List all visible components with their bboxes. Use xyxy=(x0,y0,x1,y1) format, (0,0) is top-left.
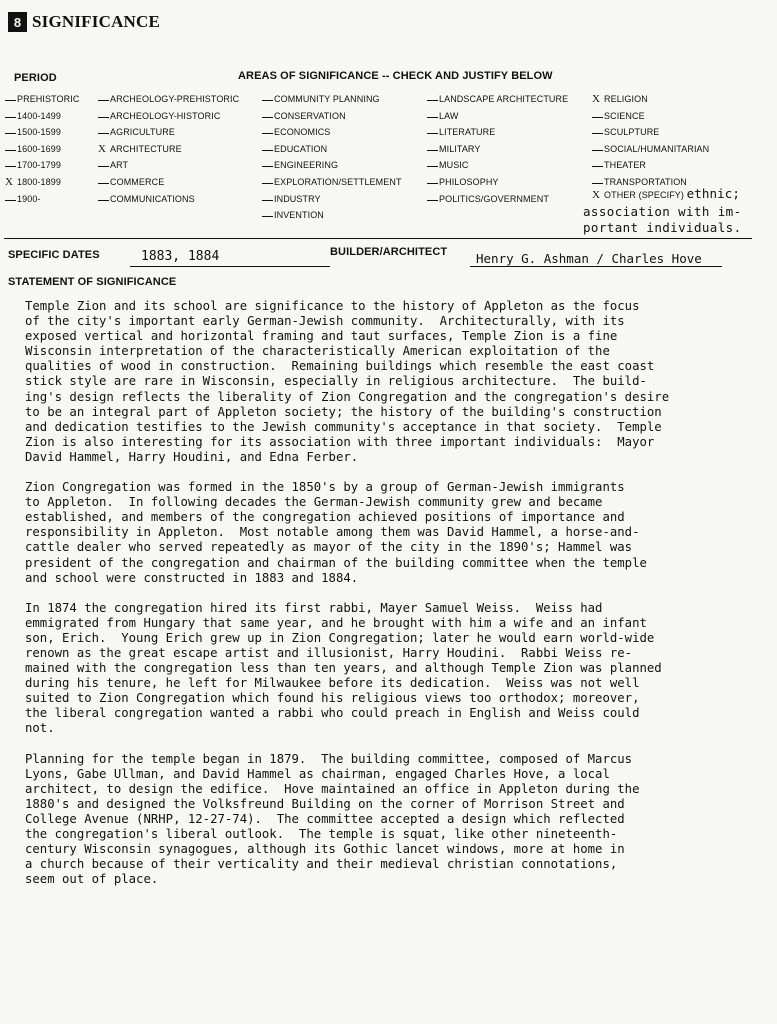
builder-underline xyxy=(470,266,722,267)
statement-line: qualities of wood in construction. Remaining buildings which resemble the east coast xyxy=(25,359,655,374)
statement-line: during his tenure, he left for Milwaukee before its dedication. Weiss was not well xyxy=(25,676,640,691)
blank-line xyxy=(98,174,109,184)
builder-value: Henry G. Ashman / Charles Hove xyxy=(476,251,702,266)
statement-line: a church because of their verticality and their medieval christian connotations, xyxy=(25,857,618,872)
period-header: PERIOD xyxy=(14,72,57,84)
checklist-item xyxy=(98,108,239,125)
blank-line xyxy=(5,91,16,101)
checklist-item-label: 1600-1699 xyxy=(17,143,61,154)
statement-line: Zion Congregation was formed in the 1850's by a group of German-Jewish immigrants xyxy=(25,480,625,495)
statement-paragraph xyxy=(25,480,770,586)
other-checkbox: X xyxy=(592,189,601,201)
checklist-item-label: ART xyxy=(110,160,129,171)
checklist-item xyxy=(98,157,239,174)
specific-dates-value: 1883, 1884 xyxy=(141,249,220,264)
blank-line xyxy=(262,124,273,134)
checklist-item-label: TRANSPORTATION xyxy=(604,176,687,187)
checklist-item xyxy=(262,124,402,141)
checklist-item-label: AGRICULTURE xyxy=(110,127,175,138)
statement-line: mained with the congregation less than ten years, and although Temple Zion was planned xyxy=(25,661,662,676)
statement-line: established, and members of the congregation achieved positions of importance and xyxy=(25,510,625,525)
blank-line xyxy=(262,141,273,151)
blank-line xyxy=(5,157,16,167)
blank-line xyxy=(262,91,273,101)
blank-line xyxy=(592,141,603,151)
checklist-item-label: 1500-1599 xyxy=(17,127,61,138)
statement-label: STATEMENT OF SIGNIFICANCE xyxy=(8,276,177,288)
checklist-item-label: 1400-1499 xyxy=(17,110,61,121)
checklist-item xyxy=(98,124,239,141)
checklist-item xyxy=(98,91,239,108)
blank-line xyxy=(427,157,438,167)
section-number: 8 xyxy=(8,12,27,32)
checklist-item xyxy=(427,157,568,174)
checklist-item-label: COMMERCE xyxy=(110,176,165,187)
statement-line: College Avenue (NRHP, 12-27-74). The committee accepted a design which reflected xyxy=(25,811,625,826)
statement-line: stick style are rare in Wisconsin, especially in religious architecture. The build- xyxy=(25,374,647,389)
checklist-item-label: INDUSTRY xyxy=(274,193,321,204)
checklist-item-label: ARCHEOLOGY-HISTORIC xyxy=(110,110,221,121)
checklist-item xyxy=(98,191,239,208)
statement-paragraph xyxy=(25,299,770,465)
checklist-item xyxy=(592,124,709,141)
checked-mark: X xyxy=(5,175,14,188)
checklist-item-label: 1900- xyxy=(17,193,41,204)
checklist-item xyxy=(592,157,709,174)
checklist-item-label: EDUCATION xyxy=(274,143,328,154)
statement-line: the liberal congregation wanted a rabbi who could preach in English and Weiss could xyxy=(25,706,640,721)
blank-line xyxy=(5,124,16,134)
statement-line: president of the congregation and chairman of the building committee when the temple xyxy=(25,555,647,570)
statement-line: 1880's and designed the Volksfreund Building on the corner of Morrison Street and xyxy=(25,796,625,811)
blank-line xyxy=(592,108,603,118)
checklist-item xyxy=(5,141,79,158)
blank-line xyxy=(427,191,438,201)
statement-line: suited to Zion Congregation which found his religious views too orthodox; moreover, xyxy=(25,691,640,706)
checklist-item xyxy=(5,124,79,141)
blank-line xyxy=(98,108,109,118)
statement-line: Temple Zion and its school are significance to the history of Appleton as the focus xyxy=(25,299,640,313)
blank-line xyxy=(427,174,438,184)
statement-line: the congregation's liberal outlook. The temple is squat, like other nineteenth- xyxy=(25,827,618,841)
statement-line: cattle dealer who served repeatedly as mayor of the city in the 1890's; Hammel was xyxy=(25,540,633,555)
checklist-item xyxy=(262,191,402,208)
statement-paragraph xyxy=(25,752,770,888)
blank-line xyxy=(262,157,273,167)
checklist-item-label: LAW xyxy=(439,110,459,121)
checklist-item xyxy=(592,91,709,108)
blank-line xyxy=(98,191,109,201)
other-text-line1: ethnic; xyxy=(686,186,741,201)
checklist-item xyxy=(427,174,568,191)
blank-line xyxy=(5,141,16,151)
checklist-item xyxy=(5,108,79,125)
statement-line: to Appleton. In following decades the German-Jewish community grew and became xyxy=(25,495,603,510)
areas-column-1 xyxy=(98,91,239,207)
other-label: OTHER (SPECIFY) xyxy=(604,190,685,200)
checklist-item-label: POLITICS/GOVERNMENT xyxy=(439,193,549,204)
checklist-item-label: CONSERVATION xyxy=(274,110,346,121)
statement-line: renown as the great escape artist and illusionist, Harry Houdini. Rabbi Weiss re- xyxy=(25,645,633,660)
checklist-item-label: EXPLORATION/SETTLEMENT xyxy=(274,176,402,187)
checklist-item xyxy=(427,91,568,108)
checklist-item-label: INVENTION xyxy=(274,210,324,221)
checklist-item xyxy=(5,191,79,208)
checklist-item-label: MILITARY xyxy=(439,143,481,154)
checklist-item xyxy=(262,108,402,125)
statement-line: Planning for the temple began in 1879. The building committee, composed of Marcus xyxy=(25,751,633,766)
statement-line: Lyons, Gabe Ullman, and David Hammel as chairman, engaged Charles Hove, a local xyxy=(25,766,610,781)
blank-line xyxy=(98,124,109,134)
areas-column-2 xyxy=(262,91,402,224)
checked-mark: X xyxy=(592,93,601,105)
statement-line: David Hammel, Harry Houdini, and Edna Ferber. xyxy=(25,449,359,464)
checklist-item-label: ARCHITECTURE xyxy=(110,143,182,154)
checklist-item-label: PREHISTORIC xyxy=(17,94,80,104)
checklist-item xyxy=(98,141,239,158)
other-text-line3: portant individuals. xyxy=(583,220,742,235)
statement-line: and dedication testifies to the Jewish community's acceptance in that society. Temple xyxy=(25,419,662,434)
blank-line xyxy=(592,174,603,184)
blank-line xyxy=(98,91,109,101)
section-header xyxy=(8,11,160,33)
checklist-item-label: ARCHEOLOGY-PREHISTORIC xyxy=(110,94,240,104)
checked-mark: X xyxy=(98,142,107,155)
checklist-item-label: LANDSCAPE ARCHITECTURE xyxy=(439,94,569,104)
blank-line xyxy=(98,157,109,167)
statement-body xyxy=(25,299,770,902)
blank-line xyxy=(427,91,438,101)
blank-line xyxy=(427,124,438,134)
statement-line: century Wisconsin synagogues, although its Gothic lancet windows, more at home in xyxy=(25,842,625,857)
checklist-item xyxy=(262,157,402,174)
statement-line: not. xyxy=(25,721,55,736)
checklist-item-label: 1800-1899 xyxy=(17,176,61,187)
areas-header: AREAS OF SIGNIFICANCE -- CHECK AND JUSTIFY BELOW xyxy=(238,70,553,82)
blank-line xyxy=(262,174,273,184)
checklist-item-label: ECONOMICS xyxy=(274,127,331,138)
blank-line xyxy=(427,141,438,151)
areas-column-4 xyxy=(592,91,709,191)
statement-line: architect, to design the edifice. Hove maintained an office in Appleton during the xyxy=(25,781,640,796)
areas-column-3 xyxy=(427,91,568,207)
blank-line xyxy=(592,124,603,134)
checklist-item xyxy=(427,124,568,141)
statement-line: ing's design reflects the liberality of Zion Congregation and the congregation's desire xyxy=(25,389,670,404)
blank-line xyxy=(592,157,603,167)
statement-line: Zion is also interesting for its association with three important individuals: Mayor xyxy=(25,434,655,449)
checklist-item xyxy=(427,191,568,208)
checklist-item xyxy=(427,108,568,125)
checklist-item-label: LITERATURE xyxy=(439,127,496,138)
statement-line: seem out of place. xyxy=(25,872,159,887)
checklist-item xyxy=(592,141,709,158)
blank-line xyxy=(262,207,273,217)
divider-rule xyxy=(4,238,752,239)
other-text-line2: association with im- xyxy=(583,204,742,219)
blank-line xyxy=(262,108,273,118)
checklist-item xyxy=(592,108,709,125)
checklist-item-label: SOCIAL/HUMANITARIAN xyxy=(604,143,710,154)
blank-line xyxy=(5,108,16,118)
checklist-item-label: SCIENCE xyxy=(604,110,645,121)
statement-line: and school were constructed in 1883 and 1884. xyxy=(25,570,359,585)
dates-underline xyxy=(130,266,330,267)
checklist-item-label: SCULPTURE xyxy=(604,127,660,138)
statement-line: emmigrated from Hungary that same year, and he brought with him a wife and an infant xyxy=(25,615,647,630)
checklist-item xyxy=(5,174,79,191)
other-specify-row xyxy=(592,186,740,203)
checklist-item-label: PHILOSOPHY xyxy=(439,176,499,187)
period-list xyxy=(5,91,79,207)
checklist-item xyxy=(262,207,402,224)
checklist-item-label: THEATER xyxy=(604,160,647,171)
statement-line: In 1874 the congregation hired its first rabbi, Mayer Samuel Weiss. Weiss had xyxy=(25,600,603,615)
blank-line xyxy=(5,191,16,201)
checklist-item-label: COMMUNITY PLANNING xyxy=(274,94,380,104)
blank-line xyxy=(427,108,438,118)
checklist-item-label: MUSIC xyxy=(439,160,469,171)
checklist-item-label: ENGINEERING xyxy=(274,160,339,171)
statement-paragraph xyxy=(25,601,770,737)
builder-label: BUILDER/ARCHITECT xyxy=(330,246,448,258)
statement-line: to be an integral part of Appleton society; the history of the building's construction xyxy=(25,404,662,419)
blank-line xyxy=(262,191,273,201)
checklist-item xyxy=(5,157,79,174)
statement-line: Wisconsin interpretation of the characteristically American exploitation of the xyxy=(25,344,610,359)
checklist-item-label: 1700-1799 xyxy=(17,160,61,171)
checklist-item xyxy=(5,91,79,108)
statement-line: responsibility in Appleton. Most notable among them was David Hammel, a horse-and- xyxy=(25,525,640,540)
checklist-item xyxy=(262,174,402,191)
statement-line: son, Erich. Young Erich grew up in Zion Congregation; later he would earn world-wide xyxy=(25,630,655,645)
section-title: SIGNIFICANCE xyxy=(32,12,161,31)
specific-dates-label: SPECIFIC DATES xyxy=(8,249,100,261)
checklist-item xyxy=(262,91,402,108)
checklist-item xyxy=(262,141,402,158)
checklist-item xyxy=(427,141,568,158)
checklist-item-label: COMMUNICATIONS xyxy=(110,193,195,204)
statement-line: of the city's important early German-Jewish community. Architecturally, with its xyxy=(25,314,625,329)
statement-line: exposed vertical and horizontal framing and taut surfaces, Temple Zion is a fine xyxy=(25,329,618,344)
checklist-item xyxy=(98,174,239,191)
checklist-item-label: RELIGION xyxy=(604,94,648,104)
